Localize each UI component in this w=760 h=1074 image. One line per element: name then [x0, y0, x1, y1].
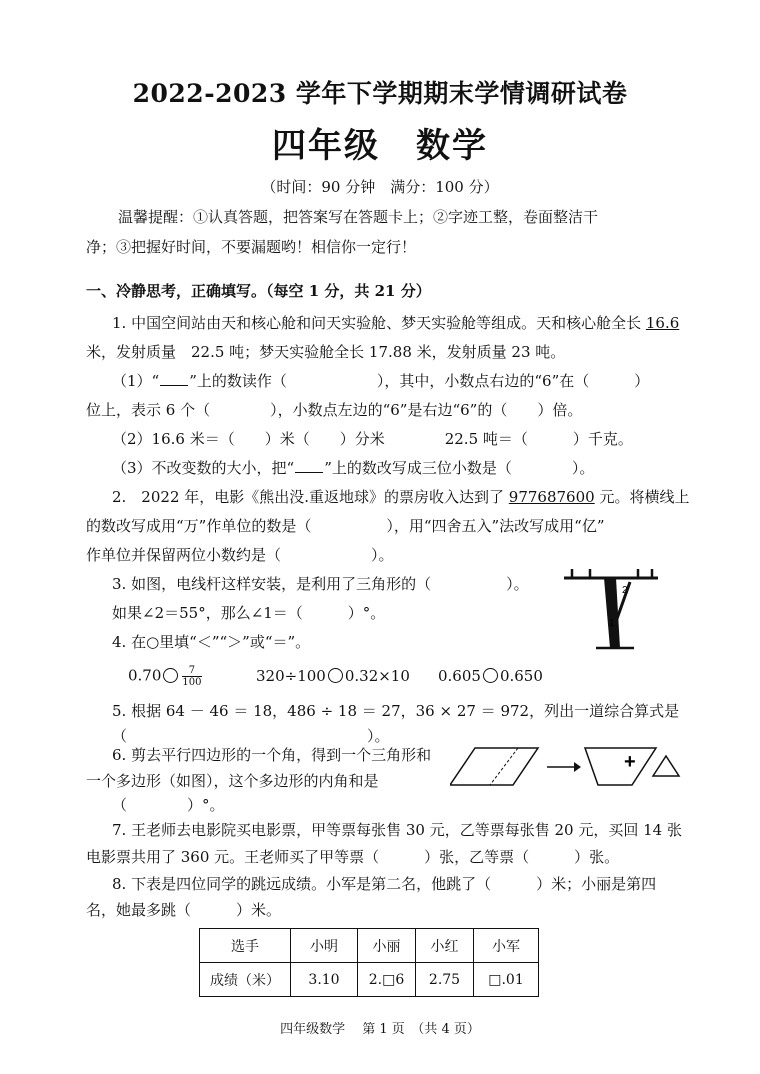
table-cell: □.01: [474, 963, 539, 997]
table-row: [200, 963, 539, 997]
table-header-cell: 小红: [416, 929, 474, 963]
exam-title: 2022-2023 学年下学期期末学情调研试卷: [132, 79, 628, 108]
fraction: [182, 665, 201, 688]
compare-circle: [328, 668, 343, 683]
q6-line-2: 一个多边形（如图），这个多边形的内角和是: [86, 772, 379, 790]
q1-underlined-number: 16.6: [645, 314, 680, 332]
q2-line-1: [112, 486, 689, 507]
q1-blank-line: [295, 460, 323, 473]
q2-text: 2. 2022 年，电影《熊出没.重返地球》的票房收入达到了: [112, 488, 509, 506]
q7-line-1: 7. 王老师去电影院买电影票，甲等票每张售 30 元，乙等票每张售 20 元，买回 14 张: [112, 821, 682, 839]
q3-line-1: 3. 如图，电线杆这样安装，是利用了三角形的（ ）。: [112, 575, 529, 593]
q4-c2-left: 320÷100: [256, 667, 326, 685]
q4-c2-right: 0.32×10: [344, 667, 410, 685]
q1-sub-3: [112, 457, 594, 478]
table-cell: 3.10: [291, 963, 358, 997]
q7-line-2: 电影票共用了 360 元。王老师买了甲等票（ ）张，乙等票（ ）张。: [86, 848, 620, 866]
q6-line-3: （ ）°。: [112, 796, 225, 814]
angle-label-1: 1: [609, 618, 615, 629]
q5-line-2: （ ）。: [112, 727, 390, 745]
q4-c3-right: 0.650: [499, 667, 543, 685]
q1-line-1: [112, 312, 679, 333]
q4-compare-3: [438, 667, 543, 685]
q1-line-2: 米，发射质量 22.5 吨；梦天实验舱全长 17.88 米，发射质量 23 吨。: [86, 343, 566, 361]
table-header-cell: 小军: [474, 929, 539, 963]
table-header-row: [200, 929, 539, 963]
triangle-shape: [653, 756, 679, 776]
compare-circle: [483, 668, 498, 683]
table-cell: 2.□6: [358, 963, 416, 997]
q4-compare-2: [256, 667, 410, 685]
long-jump-score-table: [199, 928, 539, 997]
table-cell: 2.75: [416, 963, 474, 997]
q8-line-1: 8. 下表是四位同学的跳远成绩。小军是第二名，他跳了（ ）米；小丽是第四: [112, 875, 657, 893]
plus-sign: +: [624, 751, 636, 773]
parallelogram-figure: [450, 740, 714, 800]
q8-line-2: 名，她最多跳（ ）米。: [86, 901, 282, 919]
parallelogram-shape: [450, 748, 538, 785]
q1-sub-1: [112, 370, 649, 391]
reminder-line-2: 净；③把握好时间，不要漏题哟！相信你一定行！: [86, 238, 417, 256]
q1-sub-3-prefix: （3）不改变数的大小，把“: [112, 459, 295, 477]
q2-line-3: 作单位并保留两位小数约是（ ）。: [86, 546, 394, 564]
q3-line-2: 如果∠2＝55°，那么∠1＝（ ）°。: [112, 604, 386, 622]
table-header-cell: 小明: [291, 929, 358, 963]
fraction-denominator: 100: [182, 677, 202, 688]
utility-pole-figure: [560, 560, 670, 660]
table-cell: 成绩（米）: [200, 963, 291, 997]
q1-sub-2: （2）16.6 米＝（ ）米（ ）分米 22.5 吨＝（ ）千克。: [112, 430, 633, 448]
q6-line-1: 6. 剪去平行四边形的一个角，得到一个三角形和: [112, 746, 432, 764]
table-header-cell: 小丽: [358, 929, 416, 963]
q1-sub-3-text: ”上的数改写成三位小数是（ ）。: [324, 459, 595, 477]
reminder-line-1: 温馨提醒：①认真答题，把答案写在答题卡上；②字迹工整，卷面整洁干: [118, 208, 599, 226]
q5-line-1: 5. 根据 64 － 46 ＝ 18，486 ÷ 18 ＝ 27，36 × 27 ＝ 972，列出一道综合算式是: [112, 702, 680, 720]
q1-sub-1-text: ”上的数读作（ ），其中，小数点右边的“6”在（ ）: [189, 372, 650, 390]
q4-c1-left: 0.70: [128, 666, 162, 685]
page-footer: 四年级数学 第 1 页 （共 4 页）: [280, 1022, 480, 1037]
q1-blank-line: [160, 373, 188, 386]
angle-label-2: 2: [622, 585, 628, 596]
exam-subtitle: 四年级 数学: [272, 126, 488, 166]
arrow-icon: [574, 762, 581, 772]
section-1-heading: 一、冷静思考，正确填写。（每空 1 分，共 21 分）: [86, 282, 431, 300]
table-header-cell: 选手: [200, 929, 291, 963]
q2-underlined-number: 977687600: [508, 488, 595, 506]
exam-meta: （时间：90 分钟 满分：100 分）: [261, 178, 499, 196]
q1-sub-1-cont: 位上，表示 6 个（ ），小数点左边的“6”是右边“6”的（ ）倍。: [86, 401, 583, 419]
q1-text: 1. 中国空间站由天和核心舱和问天实验舱、梦天实验舱等组成。天和核心舱全长: [112, 314, 646, 332]
q2-line-2: 的数改写成用“万”作单位的数是（ ），用“四舍五入”法改写成用“亿”: [86, 517, 605, 535]
q4-c3-left: 0.605: [438, 667, 481, 685]
fraction-numerator: 7: [182, 665, 201, 677]
polygon-shape: [585, 748, 656, 785]
q2-text-end: 元。将横线上: [594, 488, 690, 506]
cut-line: [490, 748, 518, 785]
q4-compare-1: [128, 665, 204, 688]
q4-line-1: 4. 在○里填“＜”“＞”或“＝”。: [112, 633, 311, 651]
q1-sub-1-prefix: （1）“: [112, 372, 160, 390]
compare-circle: [163, 668, 178, 683]
